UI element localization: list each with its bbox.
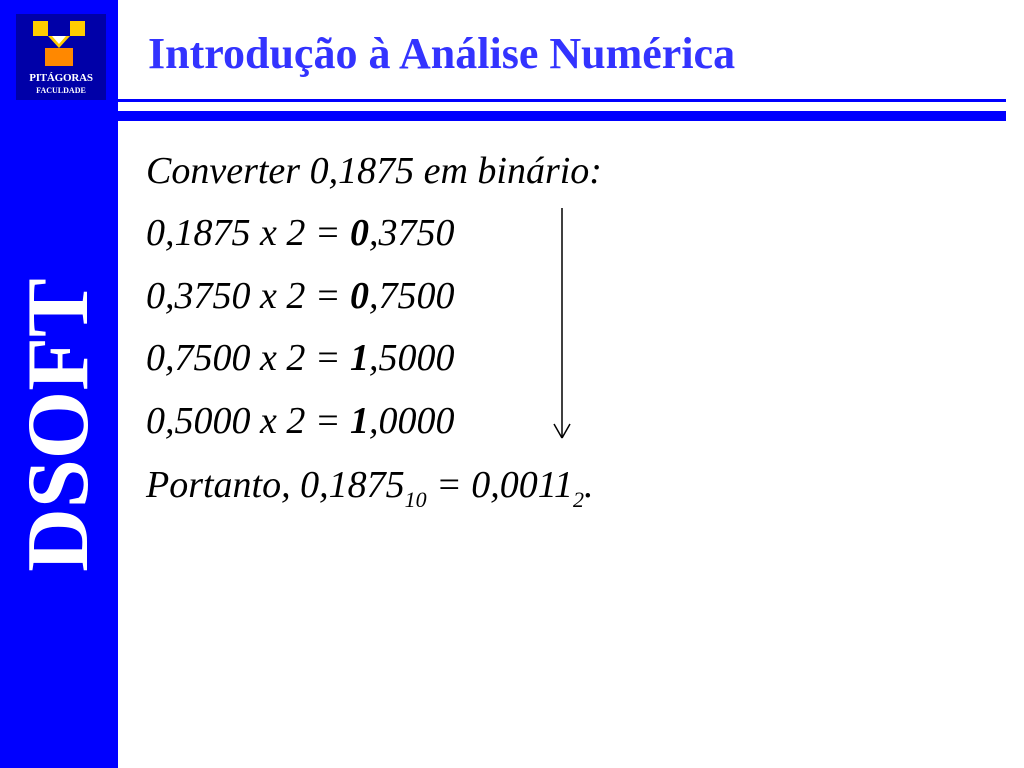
step-expr: 0,7500 x 2 =	[146, 337, 351, 379]
sidebar-label: DSOFT	[10, 278, 107, 572]
title-rule-thin	[118, 99, 1006, 102]
conclusion-line	[146, 464, 594, 512]
step-digit: 1	[350, 400, 370, 442]
conclusion-middle: = 0,0011	[426, 464, 573, 506]
conclusion-base-from: 10	[404, 487, 427, 512]
step-rest: ,3750	[369, 212, 455, 254]
step-expr: 0,3750 x 2 =	[146, 275, 351, 317]
step-digit: 0	[350, 275, 370, 317]
step-rest: ,0000	[369, 400, 455, 442]
step-line-2	[146, 277, 455, 315]
content-heading: Converter 0,1875 em binário:	[146, 150, 602, 192]
step-line-4	[146, 402, 455, 440]
step-rest: ,5000	[369, 337, 455, 379]
slide-title: Introdução à Análise Numérica	[148, 29, 736, 78]
pitagoras-logo	[16, 14, 106, 100]
pythagoras-logo-icon	[30, 18, 88, 68]
conclusion-base-to: 2	[572, 487, 584, 512]
logo-text-faculdade: FACULDADE	[36, 86, 86, 95]
step-expr: 0,1875 x 2 =	[146, 212, 351, 254]
down-arrow-icon	[550, 208, 574, 440]
step-expr: 0,5000 x 2 =	[146, 400, 351, 442]
logo-text-pitagoras: PITÁGORAS	[29, 72, 93, 84]
step-line-3	[146, 339, 455, 377]
title-rule-thick	[24, 111, 1006, 121]
step-digit: 1	[350, 337, 370, 379]
step-line-1	[146, 214, 455, 252]
step-rest: ,7500	[369, 275, 455, 317]
step-digit: 0	[350, 212, 370, 254]
conclusion-prefix: Portanto, 0,1875	[146, 464, 405, 506]
conclusion-suffix: .	[583, 464, 594, 506]
